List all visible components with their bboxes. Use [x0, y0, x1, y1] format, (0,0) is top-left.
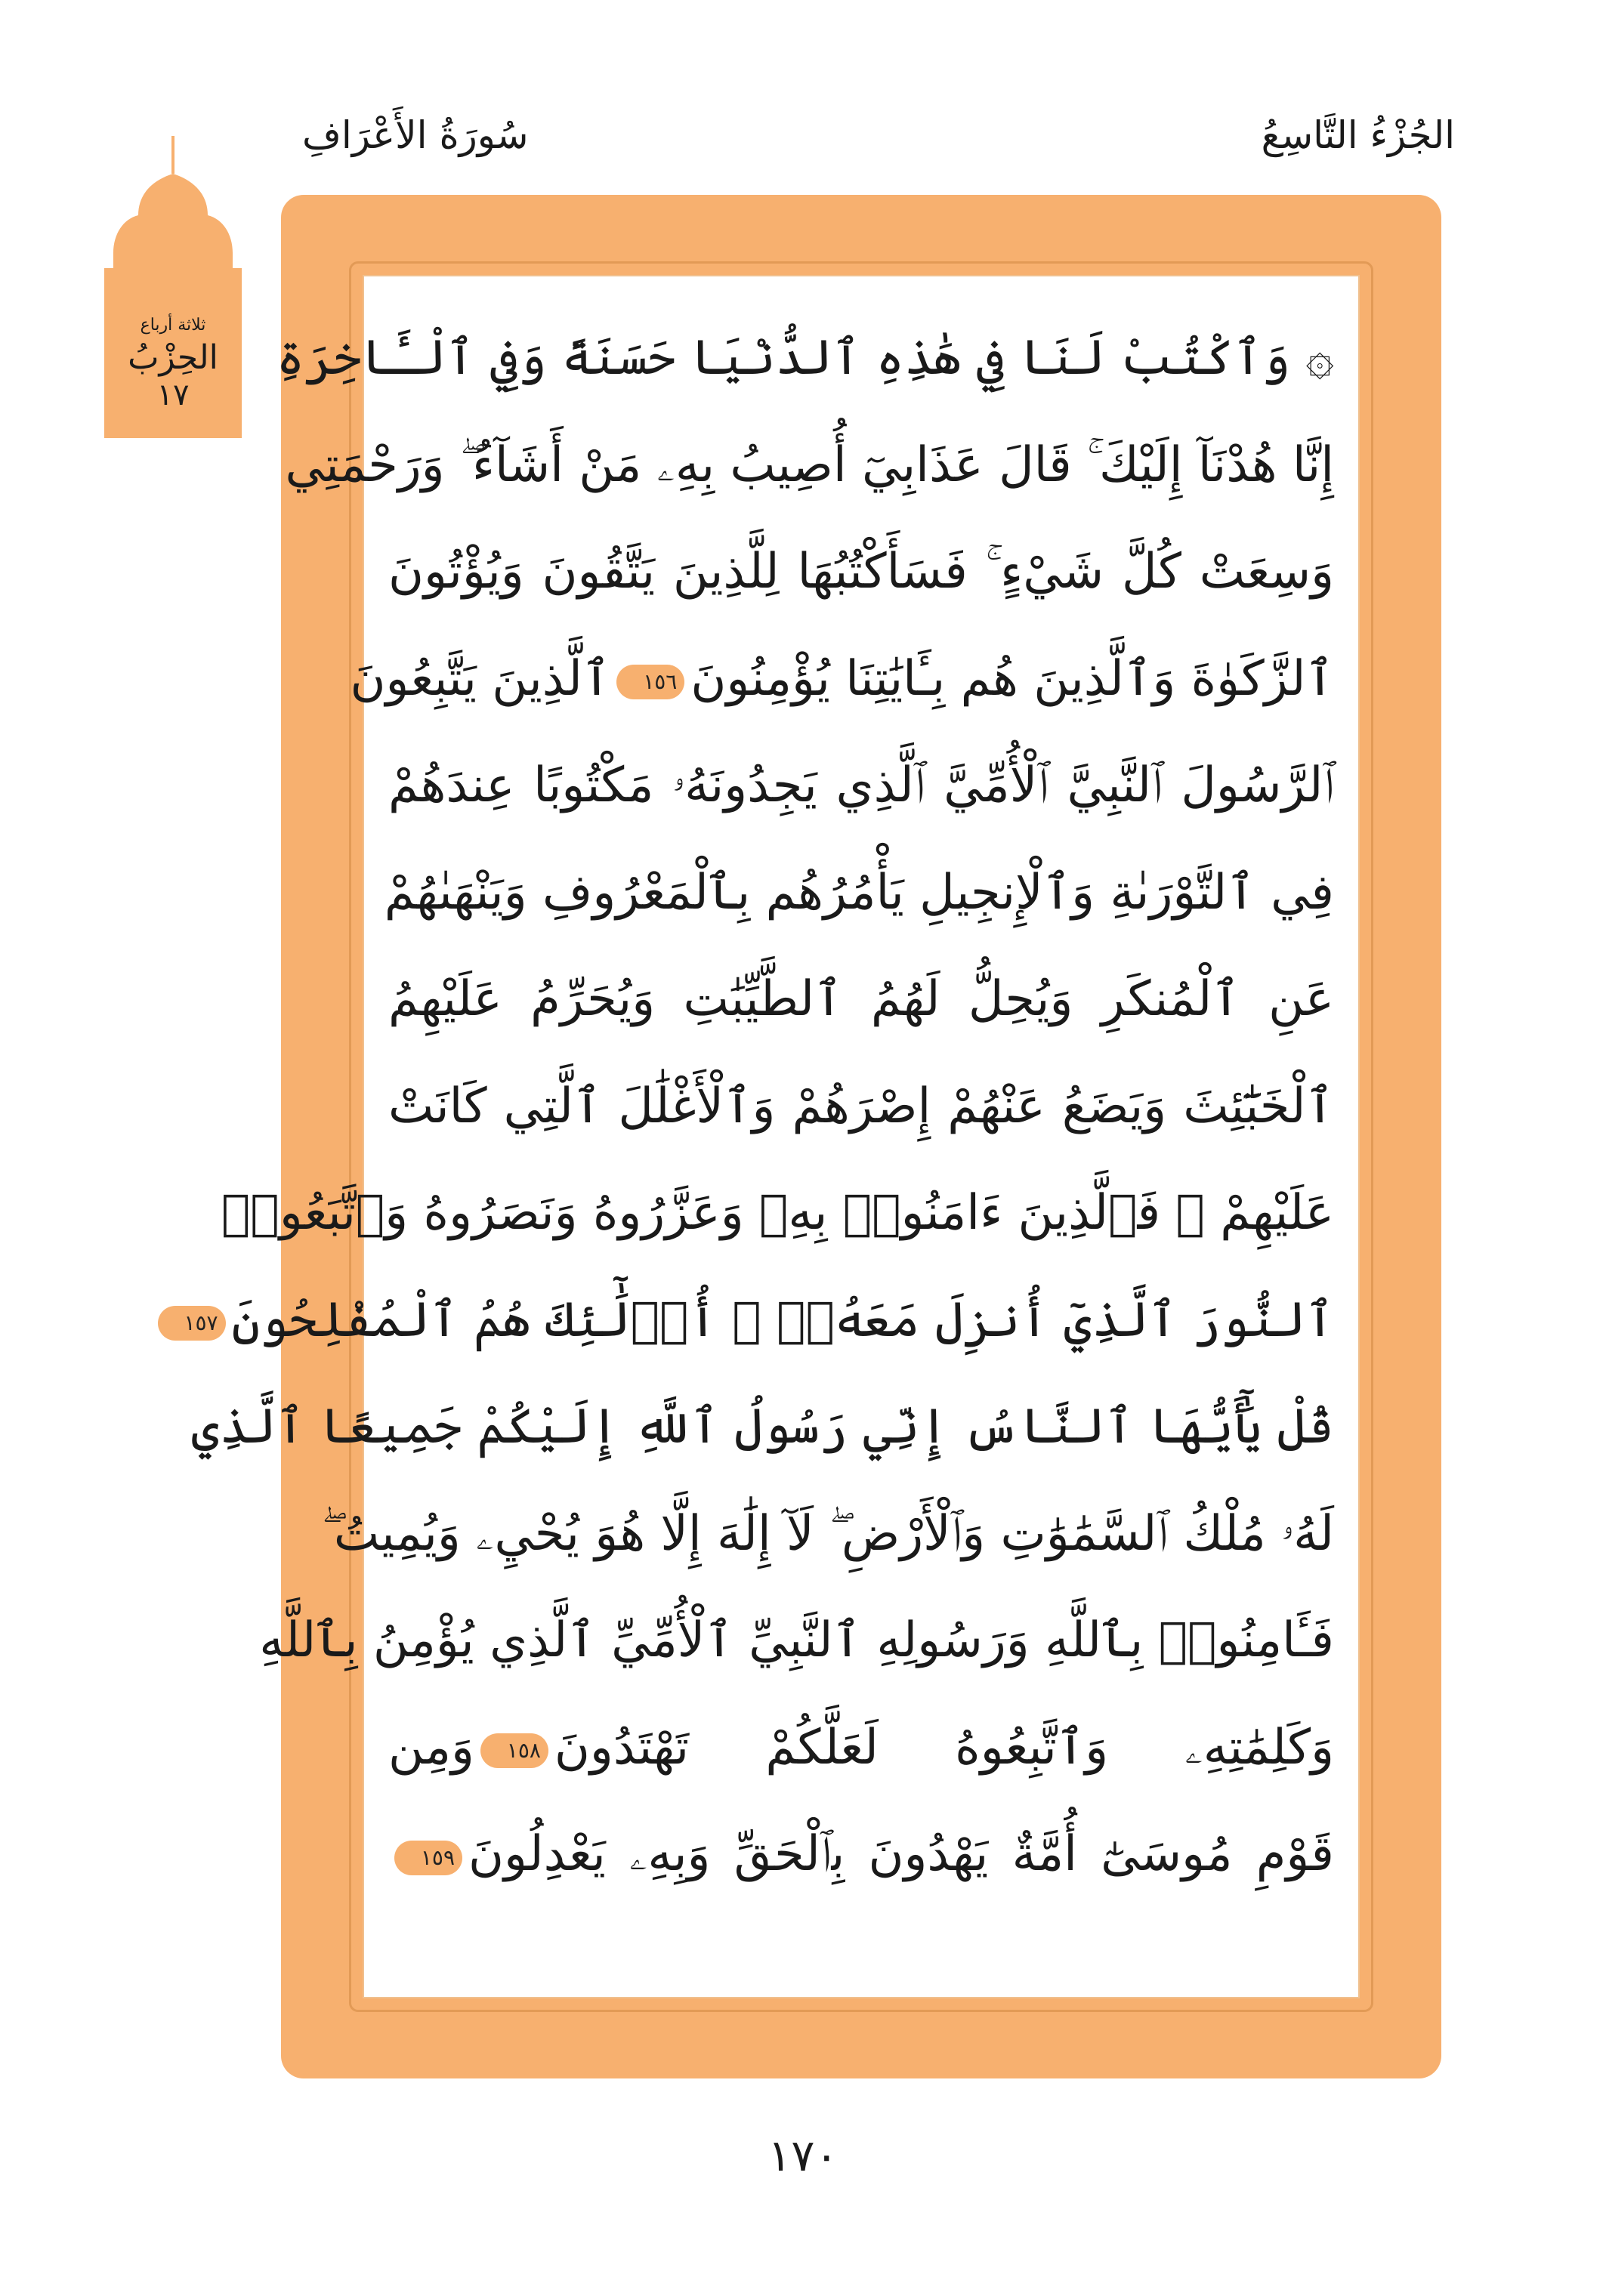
ayah-number-marker: ١٥٩ — [394, 1841, 462, 1875]
hizb-marker — [104, 136, 242, 438]
hizb-label: الحِزْبُ — [128, 338, 218, 377]
text-line — [388, 1054, 1334, 1161]
verse-text: ٱلنُّورَ ٱلَّذِيٓ أُنزِلَ مَعَهُۥٓ ۙ أُو۟لَٰٓئِكَ هُمُ ٱلْمُفْلِحُونَ — [231, 1292, 1334, 1348]
verse-text: وَكَلِمَٰتِهِۦ وَٱتَّبِعُوهُ لَعَلَّكُمْ تَهْتَدُونَ — [554, 1719, 1334, 1776]
text-line — [221, 1160, 1334, 1267]
text-line — [388, 519, 1334, 626]
text-line — [259, 1588, 1334, 1695]
ayah-number-marker: ١٥٧ — [158, 1306, 226, 1341]
hizb-quarter-text: ثلاثة أرباع — [140, 316, 206, 335]
ayah-number-marker: ١٥٦ — [616, 665, 684, 699]
verse-text: ٱلَّذِينَ يَتَّبِعُونَ — [350, 650, 611, 707]
verse-text: عَلَيْهِمْ ۚ فَٱلَّذِينَ ءَامَنُوا۟ بِهِۦ وَعَزَّرُوهُ وَنَصَرُوهُ وَٱتَّبَعُوا۟ — [221, 1185, 1334, 1241]
hizb-number: ١٧ — [156, 378, 190, 412]
verse-text: لَهُۥ مُلْكُ ٱلسَّمَٰوَٰتِ وَٱلْأَرْضِ ۖ لَآ إِلَٰهَ إِلَّا هُوَ يُحْيِۦ وَيُمِيتُ ۖ — [321, 1505, 1334, 1562]
verse-text: وَسِعَتْ كُلَّ شَيْءٍ ۚ فَسَأَكْتُبُهَا لِلَّذِينَ يَتَّقُونَ وَيُؤْتُونَ — [388, 544, 1334, 600]
verse-text: عَنِ ٱلْمُنكَرِ وَيُحِلُّ لَهُمُ ٱلطَّيِّبَٰتِ وَيُحَرِّمُ عَلَيْهِمُ — [388, 971, 1334, 1027]
text-line — [321, 1481, 1334, 1588]
verse-text: قُلْ يَٰٓأَيُّهَا ٱلنَّاسُ إِنِّي رَسُولُ ٱللَّهِ إِلَيْكُمْ جَمِيعًا ٱلَّذِي — [191, 1399, 1334, 1455]
text-line — [285, 412, 1334, 520]
juz-title: الجُزْءُ التَّاسِعُ — [1261, 113, 1455, 157]
text-line — [276, 305, 1334, 412]
text-line — [384, 840, 1334, 947]
verse-text: قَوْمِ مُوسَىٰٓ أُمَّةٌ يَهْدُونَ بِٱلْحَقِّ وَبِهِۦ يَعْدِلُونَ — [468, 1826, 1334, 1882]
text-line — [388, 1801, 1334, 1909]
verse-text: فَـَٔامِنُوا۟ بِٱللَّهِ وَرَسُولِهِ ٱلنَّبِيِّ ٱلْأُمِّيِّ ٱلَّذِي يُؤْمِنُ بِٱللَّهِ — [259, 1612, 1334, 1668]
text-line — [388, 1695, 1334, 1802]
verse-text: فِي ٱلتَّوْرَىٰةِ وَٱلْإِنجِيلِ يَأْمُرُهُم بِٱلْمَعْرُوفِ وَيَنْهَىٰهُمْ — [384, 864, 1334, 921]
verse-text: ۞ وَٱكْتُبْ لَنَا فِي هَٰذِهِ ٱلدُّنْيَا حَسَنَةً وَفِي ٱلْـَٔاخِرَةِ — [276, 330, 1334, 386]
text-line — [184, 1267, 1334, 1375]
verse-text: إِنَّا هُدْنَآ إِلَيْكَ ۚ قَالَ عَذَابِيٓ أُصِيبُ بِهِۦ مَنْ أَشَآءُ ۖ وَرَحْمَتِي — [285, 437, 1334, 493]
text-line — [388, 733, 1334, 840]
page-number: ١٧٠ — [767, 2130, 839, 2181]
quran-text — [184, 305, 1334, 1909]
verse-text: وَمِن — [388, 1719, 474, 1776]
surah-title: سُورَةُ الأَعْرَافِ — [302, 113, 529, 157]
text-line — [350, 626, 1334, 733]
text-line — [191, 1374, 1334, 1481]
verse-text: ٱلْخَبَٰٓئِثَ وَيَضَعُ عَنْهُمْ إِصْرَهُمْ وَٱلْأَغْلَٰلَ ٱلَّتِي كَانَتْ — [388, 1078, 1334, 1134]
text-line — [388, 946, 1334, 1054]
verse-text: ٱلرَّسُولَ ٱلنَّبِيَّ ٱلْأُمِّيَّ ٱلَّذِي يَجِدُونَهُۥ مَكْتُوبًا عِندَهُمْ — [388, 758, 1334, 813]
verse-text: ٱلزَّكَوٰةَ وَٱلَّذِينَ هُم بِـَٔايَٰتِنَا يُؤْمِنُونَ — [690, 650, 1334, 707]
ayah-number-marker: ١٥٨ — [480, 1733, 548, 1768]
